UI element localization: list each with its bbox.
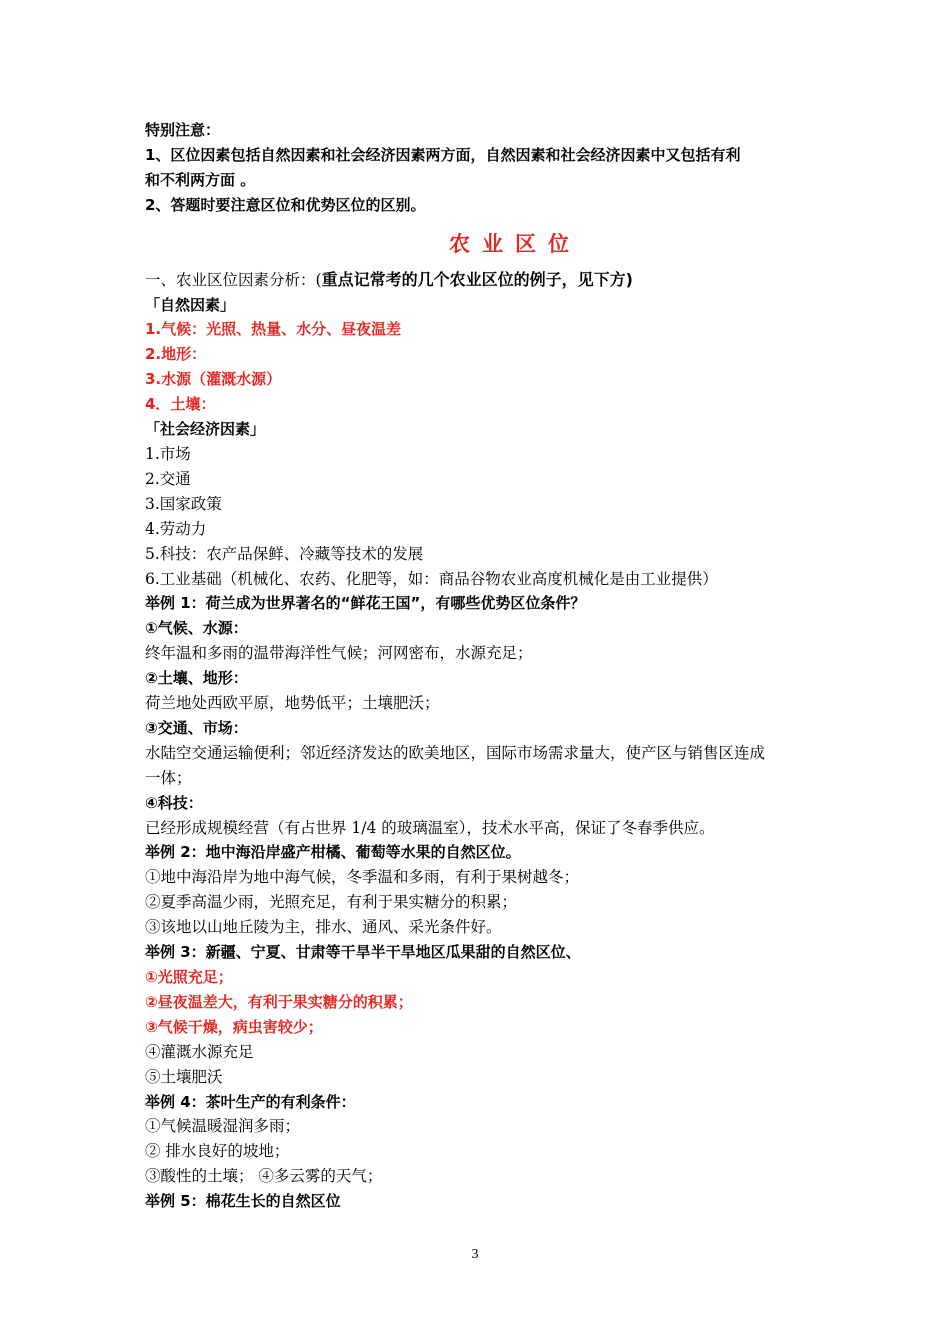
social-factor-item: 4.劳动力 — [145, 519, 207, 538]
notice-item-2: 2、答题时要注意区位和优势区位的区别。 — [145, 195, 426, 214]
social-factor-item: 3.国家政策 — [145, 494, 222, 513]
example3-line: ⑤土壤肥沃 — [145, 1067, 223, 1086]
example1-text: 终年温和多雨的温带海洋性气候；河网密布，水源充足； — [145, 644, 533, 663]
natural-factor-item: 1.气候：光照、热量、水分、昼夜温差 — [145, 320, 402, 339]
example2-line: ③该地以山地丘陵为主，排水、通风、采光条件好。 — [145, 918, 502, 937]
example1-question: 举例 1：荷兰成为世界著名的“鲜花王国”，有哪些优势区位条件？ — [145, 594, 586, 613]
notice-item-1b: 和不利两方面 。 — [145, 170, 256, 189]
social-factors-header: 「社会经济因素」 — [145, 420, 266, 439]
social-factor-item: 2.交通 — [145, 469, 191, 488]
example4-question: 举例 4：茶叶生产的有利条件： — [145, 1092, 356, 1111]
example2-question: 举例 2：地中海沿岸盛产柑橘、葡萄等水果的自然区位。 — [145, 843, 521, 862]
example3-line: ④灌溉水源充足 — [145, 1042, 254, 1061]
section-title: 农业区位 — [449, 231, 581, 256]
notice-item-1a: 1、区位因素包括自然因素和社会经济因素两方面，自然因素和社会经济因素中又包括有利 — [145, 145, 741, 164]
example4-line: ①气候温暖湿润多雨； — [145, 1117, 301, 1136]
page-number: 3 — [471, 1247, 479, 1262]
example4-line: ③酸性的土壤； ④多云雾的天气； — [145, 1167, 383, 1186]
example1-text: 水陆空交通运输便利；邻近经济发达的欧美地区，国际市场需求量大，使产区与销售区连成 — [145, 743, 766, 762]
example1-heading: ②土壤、地形： — [145, 669, 248, 688]
natural-factor-item: 4．土壤： — [145, 395, 216, 414]
natural-factor-item: 3.水源（灌溉水源） — [145, 370, 282, 389]
document-page — [145, 118, 825, 1214]
example3-key-line: ③气候干燥，病虫害较少； — [145, 1017, 323, 1036]
section1-intro — [145, 268, 825, 293]
example1-heading: ④科技： — [145, 793, 203, 812]
example4-line: ② 排水良好的坡地； — [145, 1142, 290, 1161]
example3-key-line: ①光照充足； — [145, 968, 233, 986]
example5-question: 举例 5：棉花生长的自然区位 — [145, 1192, 341, 1211]
example1-text: 一体； — [145, 768, 192, 787]
example1-heading: ①气候、水源： — [145, 619, 248, 638]
example1-heading: ③交通、市场： — [145, 718, 248, 737]
example1-text: 已经形成规模经营（有占世界 1/4 的玻璃温室），技术水平高，保证了冬春季供应。 — [145, 818, 715, 837]
intro-emphasis: 重点记常考的几个农业区位的例子，见下方) — [321, 269, 633, 289]
example1-text: 荷兰地处西欧平原，地势低平；土壤肥沃； — [145, 694, 440, 713]
intro-text: 一、农业区位因素分析：( — [145, 270, 322, 289]
natural-factor-item: 2.地形： — [145, 345, 207, 364]
social-factor-item: 5.科技：农产品保鲜、冷藏等技术的发展 — [145, 544, 424, 563]
social-factor-item: 6.工业基础（机械化、农药、化肥等，如：商品谷物农业高度机械化是由工业提供） — [145, 569, 718, 588]
example3-question: 举例 3：新疆、宁夏、甘肃等干旱半干旱地区瓜果甜的自然区位、 — [145, 943, 581, 962]
social-factor-item: 1.市场 — [145, 444, 191, 463]
notice-heading: 特别注意： — [145, 121, 221, 139]
example2-line: ①地中海沿岸为地中海气候，冬季温和多雨，有利于果树越冬； — [145, 868, 580, 887]
natural-factors-header: 「自然因素」 — [145, 295, 236, 314]
example3-key-line: ②昼夜温差大，有利于果实糖分的积累； — [145, 992, 413, 1011]
example2-line: ②夏季高温少雨，光照充足，有利于果实糖分的积累； — [145, 893, 518, 912]
